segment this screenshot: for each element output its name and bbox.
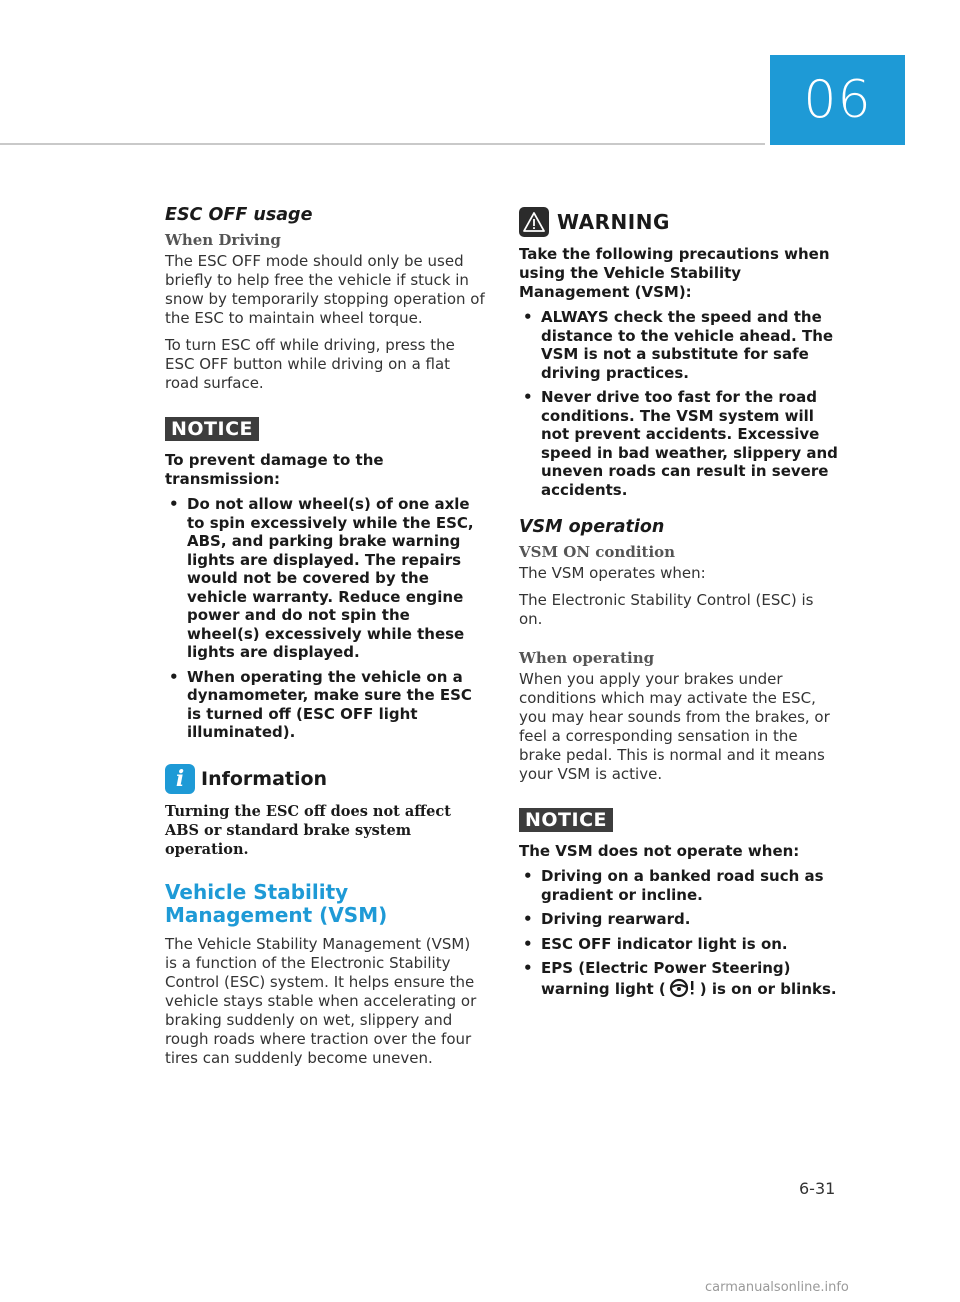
list-item: • Driving on a banked road such as gradient or incline.	[523, 867, 824, 904]
bullet: •	[523, 910, 533, 928]
vsm-operation-heading: VSM operation	[519, 517, 665, 537]
warning-triangle-icon	[519, 207, 549, 237]
info-icon: i	[165, 764, 195, 794]
when-operating-heading: When operating	[519, 649, 655, 667]
bullet: •	[169, 667, 179, 686]
bullet: •	[523, 308, 533, 326]
notice-intro: To prevent damage to the transmission:	[165, 451, 384, 488]
bullet: •	[523, 934, 533, 953]
list-item: • Never drive too fast for the road conditions. The VSM system will not prevent accidents. Excessive speed in bad weather, slippery and uneven roads can result in severe accidents.	[523, 388, 838, 499]
bullet: •	[523, 959, 533, 977]
list-item: • Do not allow wheel(s) of one axle to spin excessively while the ESC, ABS, and parking brake warning lights are displayed. The repairs would not be covered by the vehicle warranty. Reduce engine power and do not spin the wheel(s) excessively while these lights are displayed.	[169, 495, 474, 661]
vsm-on-condition-heading: VSM ON condition	[519, 543, 676, 561]
header-rule	[0, 143, 765, 145]
when-operating-paragraph: When you apply your brakes under conditions which may activate the ESC, you may hear sounds from the brakes, or feel a corresponding sensation in the brake pedal. This is normal and it means your VSM is active.	[519, 670, 830, 783]
vsm-paragraph: The Vehicle Stability Management (VSM) is a function of the Electronic Stability Control (ESC) system. It helps ensure the vehicle stays stable when accelerating or braking suddenly on wet, slippery and rough roads where traction over the four tires can suddenly become uneven.	[165, 934, 477, 1067]
bullet: •	[523, 388, 533, 406]
list-item: • When operating the vehicle on a dynamometer, make sure the ESC is turned off (ESC OFF light illuminated).	[169, 667, 472, 741]
warning-list	[519, 308, 839, 499]
list-item: • ESC OFF indicator light is on.	[523, 934, 788, 953]
notice-label: NOTICE	[519, 808, 613, 832]
bullet: •	[523, 867, 533, 885]
vsm-on-paragraph-2: The Electronic Stability Control (ESC) is on.	[519, 591, 814, 628]
right-column	[519, 205, 839, 1008]
notice-intro: The VSM does not operate when:	[519, 842, 800, 860]
notice-list	[165, 495, 485, 742]
vsm-on-paragraph-1: The VSM operates when:	[519, 564, 706, 582]
chapter-tab	[770, 55, 905, 145]
chapter-number: 06	[803, 70, 872, 130]
notice-list	[519, 867, 839, 1002]
when-driving-paragraph-1: The ESC OFF mode should only be used briefly to help free the vehicle if stuck in snow by temporarily stopping operation of the ESC to maintain wheel torque.	[165, 252, 485, 327]
warning-header	[519, 207, 839, 237]
warning-intro: Take the following precautions when using the Vehicle Stability Management (VSM):	[519, 245, 830, 301]
steering-wheel-warning-icon	[666, 978, 700, 1003]
esc-off-usage-heading: ESC OFF usage	[165, 205, 313, 225]
information-text: Turning the ESC off does not affect ABS or standard brake system operation.	[165, 802, 451, 858]
left-column	[165, 205, 485, 1076]
list-item: • EPS (Electric Power Steering) warning light ( ) is on or blinks.	[519, 959, 839, 1002]
information-title: Information	[201, 767, 328, 790]
information-header	[165, 764, 485, 794]
bullet: •	[169, 495, 179, 513]
when-driving-heading: When Driving	[165, 231, 281, 249]
vsm-section-title: Vehicle Stability Management (VSM)	[165, 879, 388, 927]
warning-title: WARNING	[557, 210, 670, 234]
watermark: carmanualsonline.info	[705, 1280, 849, 1295]
when-driving-paragraph-2: To turn ESC off while driving, press the ESC OFF button while driving on a flat road surface.	[165, 336, 455, 392]
list-item: • Driving rearward.	[523, 910, 691, 928]
list-item: • ALWAYS check the speed and the distance to the vehicle ahead. The VSM is not a substitute for safe driving practices.	[523, 308, 834, 382]
notice-label: NOTICE	[165, 417, 259, 441]
page-number: 6-31	[799, 1179, 836, 1198]
